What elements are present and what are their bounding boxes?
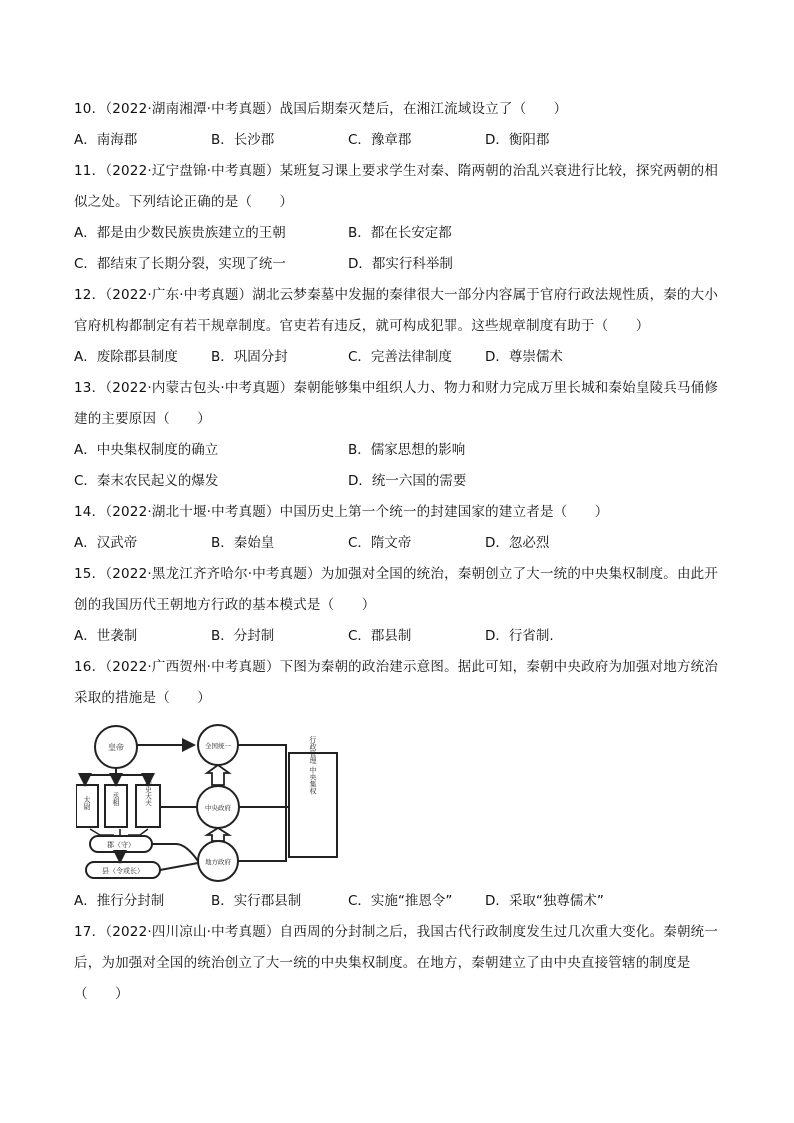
option-a[interactable]: A．世袭制 [74,628,138,644]
political-structure-diagram [76,723,342,885]
option-b[interactable]: B．巩固分封 [211,349,288,365]
option-a[interactable]: A．都是由少数民族贵族建立的王朝 [74,225,286,241]
xian-label: 县（令或长） [102,867,144,875]
option-d[interactable]: D．统一六国的需要 [348,473,467,489]
question-11-options-row1 [74,218,724,249]
option-d[interactable]: D．衡阳郡 [485,132,550,148]
minister-label-3: 御史大夫 [144,780,152,806]
question-12-stem: 12．（2022·广东·中考真题）湖北云梦秦墓中发掘的秦律很大一部分内容属于官府行政法规性质，秦的大小官府机构都制定有若干规章制度。官吏若有违反，就可构成犯罪。这些规章制度有助于（ ） [74,287,719,334]
option-d[interactable]: D．采取“独尊儒术” [485,893,604,909]
option-b[interactable]: B．实行郡县制 [211,893,302,909]
option-b[interactable]: B．分封制 [211,628,275,644]
question-13-options-row1 [74,435,724,466]
question-13-options-row2 [74,466,724,497]
option-c[interactable]: C．实施“推恩令” [348,893,453,909]
question-16-stem: 16．（2022·广西贺州·中考真题）下图为秦朝的政治建示意图。据此可知，秦朝中央政府为加强对地方统治采取的措施是（ ） [74,659,719,706]
option-c[interactable]: C．豫章郡 [348,132,412,148]
option-c[interactable]: C．完善法律制度 [348,349,452,365]
option-a[interactable]: A．南海郡 [74,132,138,148]
central-label: 中央政府 [205,804,231,812]
question-14-stem: 14．（2022·湖北十堰·中考真题）中国历史上第一个统一的封建国家的建立者是（ ） [74,504,609,520]
question-16-options [74,886,724,917]
minister-label-2: 丞相 [112,792,120,806]
option-b[interactable]: B．儒家思想的影响 [348,442,466,458]
question-14-options [74,528,724,559]
diagram-svg [76,723,342,885]
option-d[interactable]: D．尊崇儒术 [485,349,563,365]
right-label: 行政管理 中央集权 [309,735,317,795]
emperor-label: 皇帝 [108,743,124,752]
minister-label-1: 太尉 [83,796,91,810]
question-15-options [74,621,724,652]
jun-label: 郡（守） [107,841,135,849]
option-c[interactable]: C．秦末农民起义的爆发 [74,473,219,489]
option-a[interactable]: A．废除郡县制度 [74,349,178,365]
question-11-stem: 11．（2022·辽宁盘锦·中考真题）某班复习课上要求学生对秦、隋两朝的治乱兴衰进行比较，探究两朝的相似之处。下列结论正确的是（ ） [74,163,719,210]
option-c[interactable]: C．郡县制 [348,628,412,644]
option-c[interactable]: C．隋文帝 [348,535,412,551]
option-d[interactable]: D．都实行科举制 [348,256,453,272]
option-d[interactable]: D．忽必烈 [485,535,550,551]
option-d[interactable]: D．行省制. [485,628,554,644]
unified-label: 全国统一 [205,742,231,750]
local-label: 地方政府 [205,858,231,866]
question-12-options [74,342,724,373]
question-15-stem: 15．（2022·黑龙江齐齐哈尔·中考真题）为加强对全国的统治，秦朝创立了大一统的中央集权制度。由此开创的我国历代王朝地方行政的基本模式是（ ） [74,566,719,613]
option-c[interactable]: C．都结束了长期分裂，实现了统一 [74,256,286,272]
option-a[interactable]: A．汉武帝 [74,535,138,551]
question-17-stem: 17．（2022·四川凉山·中考真题）自西周的分封制之后，我国古代行政制度发生过几次重大变化。秦朝统一后，为加强对全国的统治创立了大一统的中央集权制度。在地方，秦朝建立了由中央直接管辖的制度是（ ） [74,924,719,1002]
option-b[interactable]: B．秦始皇 [211,535,275,551]
question-10-stem: 10．（2022·湖南湘潭·中考真题）战国后期秦灭楚后，在湘江流域设立了（ ） [74,101,568,117]
question-10-options [74,125,724,156]
option-a[interactable]: A．中央集权制度的确立 [74,442,219,458]
option-b[interactable]: B．长沙郡 [211,132,275,148]
option-b[interactable]: B．都在长安定都 [348,225,452,241]
option-a[interactable]: A．推行分封制 [74,893,165,909]
question-13-stem: 13．（2022·内蒙古包头·中考真题）秦朝能够集中组织人力、物力和财力完成万里长城和秦始皇陵兵马俑修建的主要原因（ ） [74,380,719,427]
question-11-options-row2 [74,249,724,280]
